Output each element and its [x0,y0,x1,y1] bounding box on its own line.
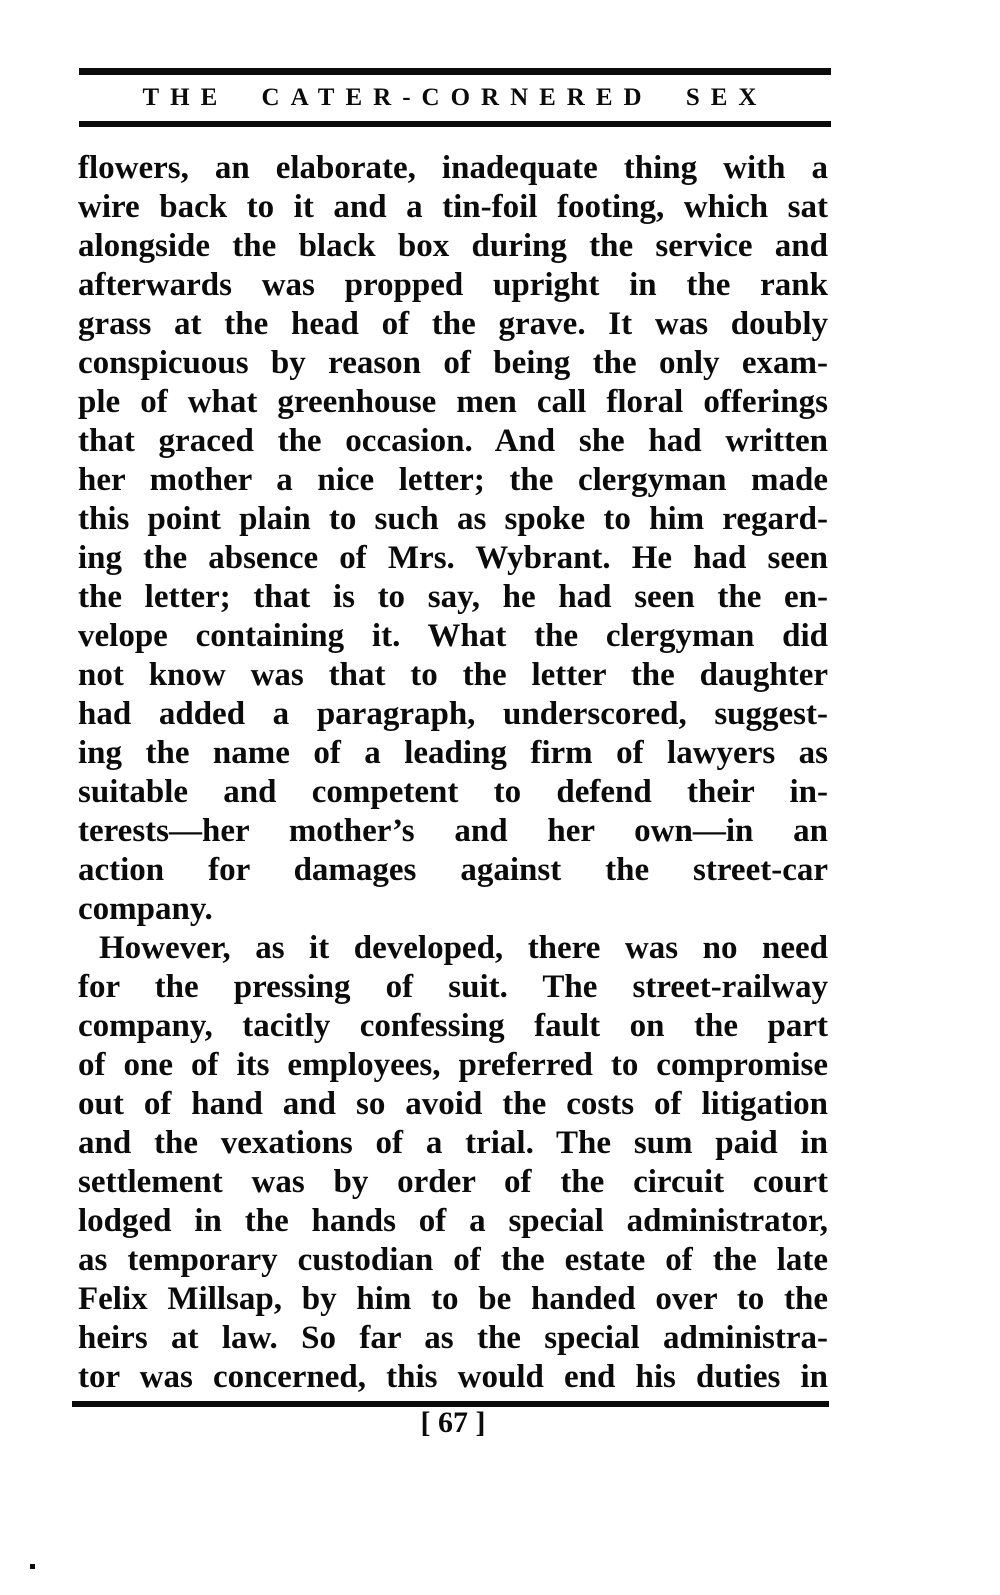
running-header-title: THE CATER-CORNERED SEX [142,84,768,111]
page-number: [ 67 ] [420,1406,486,1439]
text-line: that graced the occasion. And she had written [78,423,828,459]
header-rule-bottom [79,121,831,127]
scan-speck [30,1564,35,1569]
text-line: heirs at law. So far as the special administra- [78,1320,828,1356]
text-line: alongside the black box during the service and [78,228,828,264]
page-body-text [78,149,828,1397]
text-line: settlement was by order of the circuit court [78,1164,828,1200]
text-line: wire back to it and a tin-foil footing, which sat [78,189,828,225]
text-line: ing the name of a leading firm of lawyers as [78,735,828,771]
text-line: for the pressing of suit. The street-railway [78,969,828,1005]
text-line: Felix Millsap, by him to be handed over to the [78,1281,828,1317]
paragraph-1 [78,149,828,929]
text-line: company. [78,891,213,927]
text-line: ing the absence of Mrs. Wybrant. He had seen [78,540,828,576]
text-line: company, tacitly confessing fault on the part [78,1008,828,1044]
paragraph-2 [78,929,828,1397]
text-line: of one of its employees, preferred to compromise [78,1047,828,1083]
text-line: the letter; that is to say, he had seen the en- [78,579,828,615]
text-line: not know was that to the letter the daughter [78,657,828,693]
text-line: terests—her mother’s and her own—in an [78,813,828,849]
text-line: afterwards was propped upright in the rank [78,267,828,303]
text-line: her mother a nice letter; the clergyman made [78,462,828,498]
text-line: and the vexations of a trial. The sum paid in [78,1125,828,1161]
text-line: However, as it developed, there was no need [99,930,828,966]
text-line: out of hand and so avoid the costs of litigation [78,1086,828,1122]
text-line: flowers, an elaborate, inadequate thing with a [78,150,828,186]
text-line: tor was concerned, this would end his duties in [78,1359,828,1395]
text-line: suitable and competent to defend their in- [78,774,828,810]
text-line: had added a paragraph, underscored, suggest- [78,696,828,732]
text-line: velope containing it. What the clergyman did [78,618,828,654]
header-rule-top [79,68,831,75]
text-line: as temporary custodian of the estate of the late [78,1242,828,1278]
text-line: conspicuous by reason of being the only exam- [78,345,828,381]
text-line: ple of what greenhouse men call floral offerings [78,384,828,420]
text-line: this point plain to such as spoke to him regard- [78,501,828,537]
text-line: action for damages against the street-car [78,852,828,888]
text-line: lodged in the hands of a special administrator, [78,1203,828,1239]
text-line: grass at the head of the grave. It was doubly [78,306,828,342]
